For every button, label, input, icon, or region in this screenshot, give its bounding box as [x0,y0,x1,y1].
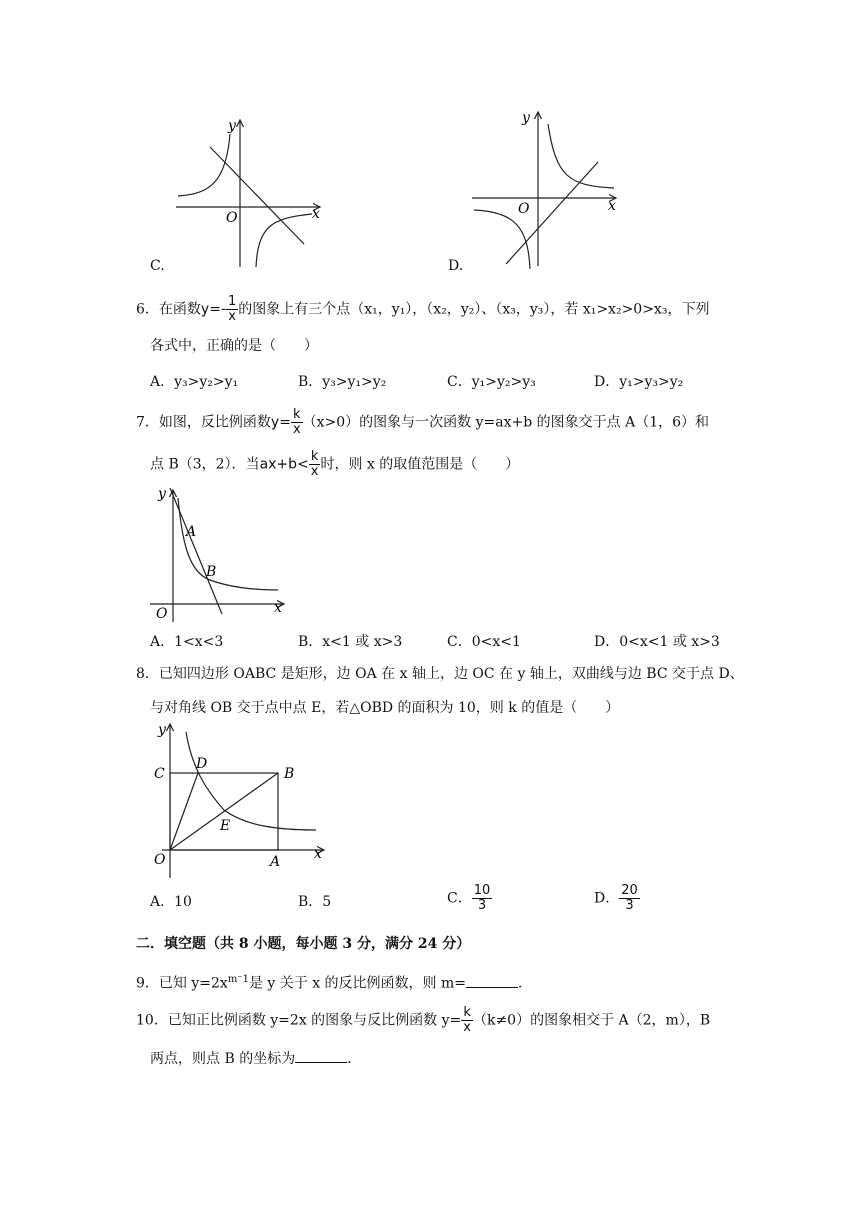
q7-fraction: $\frac{k}{x}$ [292,407,301,437]
q10-fraction: $\frac{k}{x}$ [463,1005,471,1035]
q10-end: ． [347,1051,362,1067]
point-d-label: D [196,756,208,772]
q7-line2-fraction: $\frac{k}{x}$ [310,449,319,479]
question-7-line-1 [136,408,709,437]
question-6-line-2: 各式中，正确的是（ ） [150,338,318,354]
origin-label: O [226,210,238,226]
x-label: x [314,846,322,862]
line-graph [210,147,304,244]
q10-answer-blank[interactable] [295,1048,347,1063]
q7-line2-post: 时，则 x 的取值范围是（ ） [320,456,520,473]
q8-option-c-fraction: $\frac{10}{3}$ [473,883,491,913]
question-number: 7． [136,414,159,431]
point-b-label: B [206,564,217,580]
q7-text-pre: 如图，反比例函数 [158,414,271,431]
q8-option-d [594,884,640,913]
x-label: x [608,198,616,214]
option-d-label: D. [448,258,464,274]
q6-option-d: D．y₁>y₃>y₂ [594,374,684,390]
q8-option-c-label: C． [447,890,472,907]
point-a-label: A [186,524,197,540]
q7-option-b: B．x<1 或 x>3 [298,634,403,650]
question-number: 9． [136,975,159,992]
q8-option-b: B．5 [298,894,332,910]
q6-text-post: 的图象上有三个点（x₁，y₁），（x₂，y₂）、（x₃，y₃），若 x₁>x₂>0>x₃，下列 [238,301,710,318]
q8-option-d-fraction: $\frac{20}{3}$ [621,883,638,913]
x-label: x [274,600,282,616]
graph-option-d [468,104,628,274]
hyperbola-branch-upper-right [548,124,614,188]
q9-answer-blank[interactable] [466,973,518,988]
y-label: y [228,118,236,134]
q9-text-pre: 已知 y=2x [158,975,228,992]
q6-text-pre: 在函数 [158,301,201,318]
question-10-line-2 [150,1048,361,1069]
graph-option-c [170,112,340,272]
origin-label: O [518,201,530,217]
origin-label: O [154,852,166,868]
section-2-title: 二．填空题（共 8 小题，每小题 3 分，满分 24 分） [136,936,471,952]
point-c-label: C [154,766,165,782]
point-b-label: B [284,766,295,782]
q7-option-c: C．0<x<1 [447,634,521,650]
q8-text-1: 已知四边形 OABC 是矩形，边 OA 在 x 轴上，边 OC 在 y 轴上，双曲线与边 BC 交于点 D、 [158,666,744,682]
q10-line2-text: 两点，则点 B 的坐标为 [150,1051,296,1067]
question-8-line-2: 与对角线 OB 交于点中点 E，若△OBD 的面积为 10，则 k 的值是（ ） [150,700,620,716]
q10-text-pre: 已知正比例函数 y=2x 的图象与反比例函数 y= [167,1012,462,1029]
y-label: y [158,722,166,738]
q6-fraction: $\frac{1}{x}$ [228,294,237,324]
y-label: y [522,110,530,126]
question-8-line-1 [136,664,744,684]
point-a-label: A [270,854,281,870]
q7-inequality: ax+b< [259,456,309,473]
x-label: x [312,206,320,222]
question-9 [136,970,532,994]
q9-text-post: 是 y 关于 x 的反比例函数，则 m= [248,975,467,992]
line-graph [170,488,222,614]
hyperbola-curve [186,732,316,830]
question-number: 10． [136,1012,168,1029]
q7-function: y= [270,414,291,431]
q8-graph [148,718,333,883]
q9-end: ． [518,975,533,992]
q8-option-d-label: D． [594,890,620,907]
y-label: y [158,486,166,502]
q7-text-post: （x>0）的图象与一次函数 y=ax+b 的图象交于点 A（1，6）和 [302,414,710,431]
hyperbola-branch-lower-left [474,210,530,269]
q7-option-a: A．1<x<3 [150,634,224,650]
question-6-line-1 [136,295,709,324]
q8-option-a: A．10 [150,894,192,910]
question-7-line-2 [150,450,519,479]
segment-od [170,773,198,850]
q7-graph [148,484,293,624]
question-number: 6． [136,301,159,318]
q6-option-a: A．y₃>y₂>y₁ [150,374,239,390]
q6-function: y=- [200,301,226,318]
q8-option-c [447,884,492,913]
q10-text-post: （k≠0）的图象相交于 A（2，m），B [472,1012,711,1029]
hyperbola-branch-lower-right [256,214,312,267]
q6-option-b: B．y₃>y₁>y₂ [298,374,387,390]
q7-option-d: D．0<x<1 或 x>3 [594,634,720,650]
option-c-label: C. [150,258,165,274]
q6-option-c: C．y₁>y₂>y₃ [447,374,536,390]
q7-line2-pre: 点 B（3，2）．当 [150,456,260,473]
hyperbola-branch-upper-left [178,134,230,196]
origin-label: O [156,606,168,622]
diagonal-ob [170,773,278,850]
point-e-label: E [220,818,231,834]
q9-exponent: m⁻1 [227,974,249,985]
question-10-line-1 [136,1006,710,1035]
question-number: 8． [136,666,159,682]
